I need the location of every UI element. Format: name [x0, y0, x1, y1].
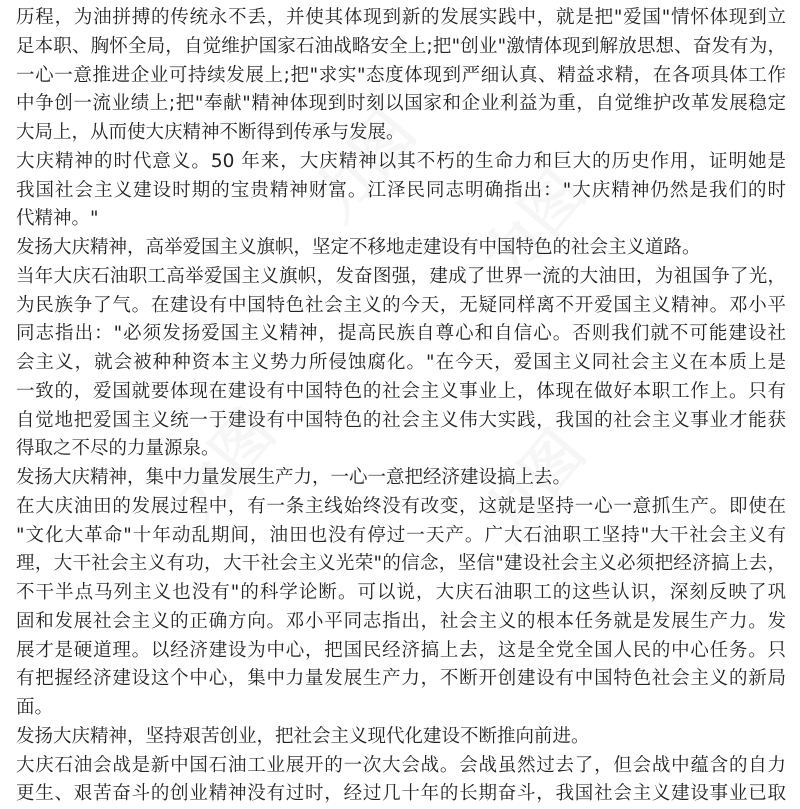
text-line: 大庆精神的时代意义。50 年来，大庆精神以其不朽的生命力和巨大的历史作用，证明她是	[16, 148, 786, 177]
paragraph	[16, 148, 786, 234]
text-line: 发扬大庆精神，高举爱国主义旗帜，坚定不移地走建设有中国特色的社会主义道路。	[16, 234, 786, 263]
text-line: 大局上，从而使大庆精神不断得到传承与发展。	[16, 119, 786, 148]
paragraph	[16, 4, 786, 148]
paragraph	[16, 723, 786, 752]
text-line: 得取之不尽的力量源泉。	[16, 435, 786, 464]
text-line: 更生、艰苦奋斗的创业精神没有过时，经过几十年的长期奋斗，我国社会主义建设事业已取	[16, 780, 786, 809]
text-line: 代精神。"	[16, 205, 786, 234]
paragraph	[16, 234, 786, 263]
text-line: 足本职、胸怀全局，自觉维护国家石油战略安全上;把"创业"激情体现到解放思想、奋发有为，	[16, 33, 786, 62]
text-line: 当年大庆石油职工高举爱国主义旗帜，发奋图强，建成了世界一流的大油田，为祖国争了光，	[16, 263, 786, 292]
text-line: 在大庆油田的发展过程中，有一条主线始终没有改变，这就是坚持一心一意抓生产。即使在	[16, 493, 786, 522]
text-line: 自觉地把爱国主义统一于建设有中国特色的社会主义伟大实践，我国的社会主义事业才能获	[16, 407, 786, 436]
text-line: "文化大革命"十年动乱期间，油田也没有停过一天产。广大石油职工坚持"大干社会主义有	[16, 522, 786, 551]
text-line: 会主义，就会被种种资本主义势力所侵蚀腐化。"在今天，爱国主义同社会主义在本质上是	[16, 349, 786, 378]
text-line: 发扬大庆精神，坚持艰苦创业，把社会主义现代化建设不断推向前进。	[16, 723, 786, 752]
text-line: 一心一意推进企业可持续发展上;把"求实"态度体现到严细认真、精益求精，在各项具体工作	[16, 62, 786, 91]
text-line: 为民族争了气。在建设有中国特色社会主义的今天，无疑同样离不开爱国主义精神。邓小平	[16, 292, 786, 321]
text-line: 历程，为油拼搏的传统永不丢，并使其体现到新的发展实践中，就是把"爱国"情怀体现到立	[16, 4, 786, 33]
text-line: 大庆石油会战是新中国石油工业展开的一次大会战。会战虽然过去了，但会战中蕴含的自力	[16, 752, 786, 781]
paragraph	[16, 752, 786, 809]
text-line: 有把握经济建设这个中心，集中力量发展生产力，不断开创建设有中国特色社会主义的新局	[16, 665, 786, 694]
text-line: 中争创一流业绩上;把"奉献"精神体现到时刻以国家和企业利益为重，自觉维护改革发展稳定	[16, 90, 786, 119]
paragraph	[16, 263, 786, 464]
text-line: 面。	[16, 694, 786, 723]
text-line: 展才是硬道理。以经济建设为中心，把国民经济搞上去，这是全党全国人民的中心任务。只	[16, 637, 786, 666]
text-line: 一致的，爱国就要体现在建设有中国特色的社会主义事业上，体现在做好本职工作上。只有	[16, 378, 786, 407]
text-line: 我国社会主义建设时期的宝贵精神财富。江泽民同志明确指出："大庆精神仍然是我们的时	[16, 177, 786, 206]
text-line: 发扬大庆精神，集中力量发展生产力，一心一意把经济建设搞上去。	[16, 464, 786, 493]
text-line: 同志指出："必须发扬爱国主义精神，提高民族自尊心和自信心。否则我们就不可能建设社	[16, 320, 786, 349]
document-body	[16, 4, 786, 809]
paragraph	[16, 493, 786, 723]
text-line: 理，大干社会主义有功，大干社会主义光荣"的信念，坚信"建设社会主义必须把经济搞上去，	[16, 550, 786, 579]
text-line: 固和发展社会主义的正确方向。邓小平同志指出，社会主义的根本任务就是发展生产力。发	[16, 608, 786, 637]
text-line: 不干半点马列主义也没有"的科学论断。可以说，大庆石油职工的这些认识，深刻反映了巩	[16, 579, 786, 608]
paragraph	[16, 464, 786, 493]
